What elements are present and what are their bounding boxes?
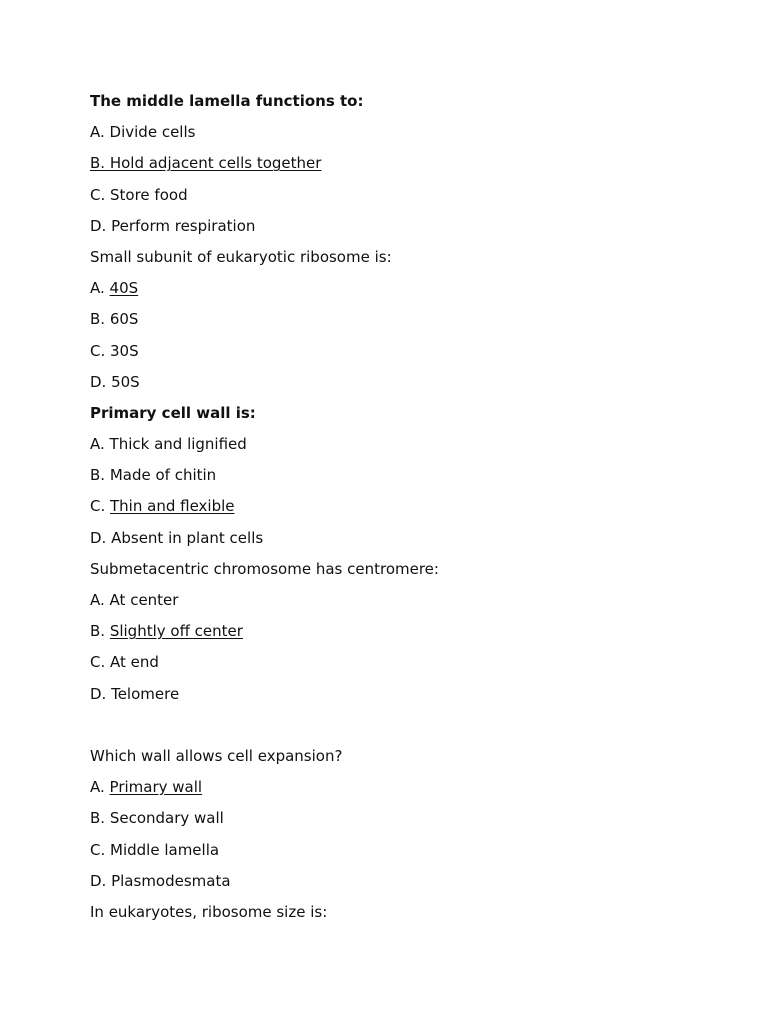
- option-text: Made of chitin: [109, 466, 217, 485]
- correct-answer-text: Slightly off center: [109, 622, 243, 641]
- option-text: At end: [110, 653, 159, 672]
- question-text: In eukaryotes, ribosome size is:: [90, 902, 328, 921]
- correct-answer-text: Thin and flexible: [110, 497, 235, 516]
- option-letter: A.: [90, 123, 110, 142]
- option-text: Thick and lignified: [109, 435, 247, 454]
- question-text: Which wall allows cell expansion?: [90, 746, 343, 765]
- answer-option: [90, 871, 710, 902]
- answer-option: [90, 528, 710, 559]
- option-letter: C.: [90, 653, 111, 672]
- option-letter: A.: [90, 279, 110, 298]
- option-text: Perform respiration: [111, 216, 256, 235]
- option-letter: D.: [90, 216, 112, 235]
- answer-option: [90, 777, 710, 808]
- option-text: 30S: [110, 341, 139, 360]
- option-letter: D.: [90, 684, 112, 703]
- answer-option: [90, 122, 710, 153]
- option-text: Secondary wall: [109, 809, 224, 828]
- answer-option: [90, 278, 710, 309]
- option-letter: C.: [90, 497, 111, 516]
- answer-option: [90, 153, 710, 184]
- document-body: [90, 91, 710, 933]
- answer-option: [90, 840, 710, 871]
- option-text: Divide cells: [109, 123, 196, 142]
- answer-option: [90, 496, 710, 527]
- answer-option: [90, 808, 710, 839]
- answer-option: [90, 652, 710, 683]
- answer-option: [90, 465, 710, 496]
- question-text: Small subunit of eukaryotic ribosome is:: [90, 247, 392, 266]
- answer-option: [90, 621, 710, 652]
- option-text: Absent in plant cells: [111, 528, 264, 547]
- correct-answer-text: B. Hold adjacent cells together: [90, 154, 322, 173]
- question-text: The middle lamella functions to:: [90, 92, 364, 110]
- option-text: Store food: [110, 185, 188, 204]
- option-text: 60S: [109, 310, 139, 329]
- correct-answer-text: 40S: [109, 279, 139, 298]
- correct-answer-text: Primary wall: [109, 778, 203, 797]
- option-letter: A.: [90, 435, 110, 454]
- option-text: 50S: [111, 372, 140, 391]
- answer-option: [90, 216, 710, 247]
- option-letter: B.: [90, 809, 110, 828]
- question-text: Primary cell wall is:: [90, 403, 256, 422]
- answer-option: [90, 434, 710, 465]
- option-letter: D.: [90, 372, 112, 391]
- option-letter: D.: [90, 528, 112, 547]
- question-text: Submetacentric chromosome has centromere:: [90, 559, 439, 578]
- blank-line: [90, 715, 710, 746]
- answer-option: [90, 309, 710, 340]
- answer-option: [90, 684, 710, 715]
- option-letter: D.: [90, 871, 112, 890]
- option-letter: A.: [90, 778, 110, 797]
- option-letter: A.: [90, 591, 110, 609]
- option-letter: B.: [90, 466, 110, 485]
- option-letter: C.: [90, 341, 111, 360]
- answer-option: [90, 185, 710, 216]
- option-letter: C.: [90, 840, 111, 859]
- option-letter: B.: [90, 622, 110, 641]
- answer-option: [90, 372, 710, 403]
- answer-option: [90, 341, 710, 372]
- option-text: Telomere: [111, 684, 180, 703]
- option-letter: C.: [90, 185, 111, 204]
- option-text: At center: [109, 591, 179, 609]
- option-letter: B.: [90, 310, 110, 329]
- option-text: Plasmodesmata: [111, 871, 231, 890]
- option-text: Middle lamella: [110, 840, 220, 859]
- answer-option: [90, 590, 710, 621]
